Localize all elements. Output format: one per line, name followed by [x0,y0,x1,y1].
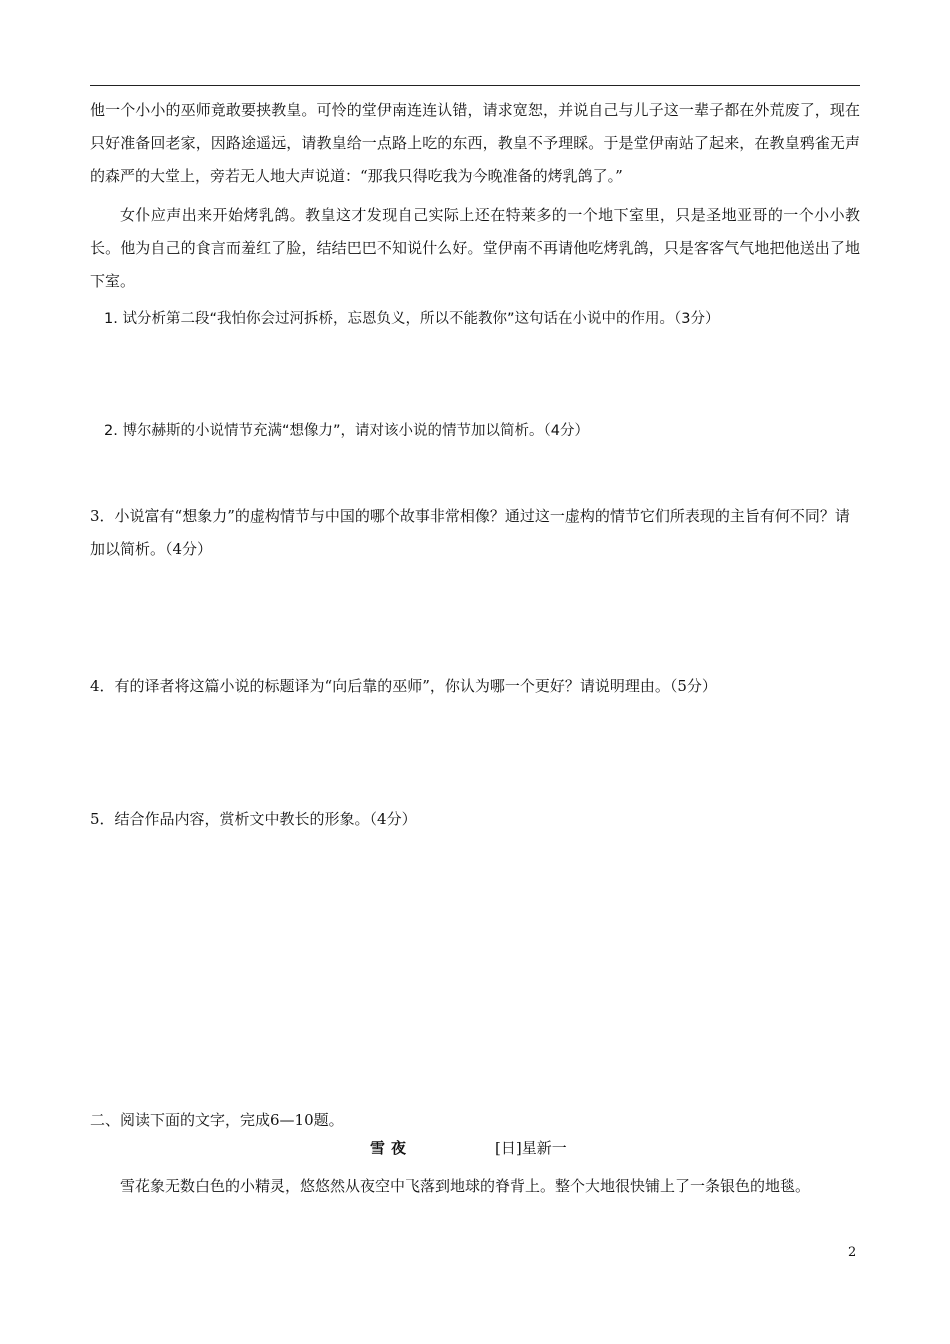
passage-paragraph-2: 女仆应声出来开始烤乳鸽。教皇这才发现自己实际上还在特莱多的一个地下室里，只是圣地亚哥的一个小小教长。他为自己的食言而羞红了脸，结结巴巴不知说什么好。堂伊南不再请他吃烤乳鸽，只是客客气气地把他送出了地下室。 [90,206,860,290]
question-5: 5．结合作品内容，赏析文中教长的形象。（4分） [90,810,417,828]
passage-paragraph-1: 他一个小小的巫师竟敢要挟教皇。可怜的堂伊南连连认错，请求宽恕，并说自己与儿子这一辈子都在外荒废了，现在只好准备回老家，因路途遥远，请教皇给一点路上吃的东西，教皇不予理睬。于是堂伊南站了起来，在教皇鸦雀无声的森严的大堂上，旁若无人地大声说道：“那我只得吃我为今晚准备的烤乳鸽了。” [90,101,860,185]
question-1: 1. 试分析第二段“我怕你会过河拆桥，忘恩负义，所以不能教你”这句话在小说中的作用。（3分） [104,311,720,327]
story-title: 雪夜 [370,1139,413,1157]
question-4: 4．有的译者将这篇小说的标题译为“向后靠的巫师”，你认为哪一个更好？请说明理由。（5分） [90,677,717,695]
story-title-line [0,1136,950,1160]
header-rule [90,85,860,86]
story-author: [日]星新一 [495,1139,567,1157]
story-paragraph-1: 雪花象无数白色的小精灵，悠悠然从夜空中飞落到地球的脊背上。整个大地很快铺上了一条银色的地毯。 [120,1177,811,1195]
question-2: 2. 博尔赫斯的小说情节充满“想像力”，请对该小说的情节加以简析。（4分） [104,423,589,439]
page-number: 2 [848,1245,857,1260]
section-2-heading: 二、阅读下面的文字，完成6—10题。 [90,1111,344,1129]
question-3: 3．小说富有“想象力”的虚构情节与中国的哪个故事非常相像？通过这一虚构的情节它们所表现的主旨有何不同？请加以简析。（4分） [90,507,850,558]
